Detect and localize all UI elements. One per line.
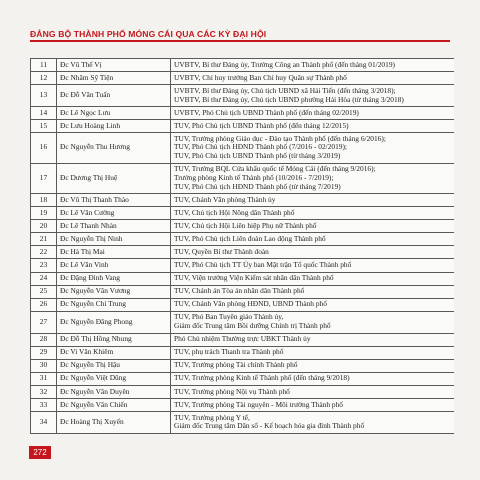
table-row bbox=[31, 359, 455, 372]
member-name-cell: Đc Dương Thị Huệ bbox=[57, 163, 171, 193]
member-name-cell: Đc Lê Văn Vinh bbox=[57, 259, 171, 272]
table-row bbox=[31, 133, 455, 163]
row-number-cell: 13 bbox=[31, 85, 57, 107]
position-line: UVBTV, Phó Chủ tịch UBND Thành phố (đến tháng 02/2019) bbox=[174, 107, 359, 117]
row-number-cell: 34 bbox=[31, 412, 57, 434]
member-name-cell: Đc Đặng Đình Vang bbox=[57, 272, 171, 285]
position-line: Phó Chủ nhiệm Thường trực UBKT Thành ủy bbox=[174, 334, 311, 344]
table-row bbox=[31, 59, 455, 72]
member-position-cell bbox=[171, 372, 455, 385]
member-position-cell bbox=[171, 259, 455, 272]
member-position-cell bbox=[171, 207, 455, 220]
position-line: TUV, Quyền Bí thư Thành đoàn bbox=[174, 247, 269, 257]
row-number-cell: 25 bbox=[31, 285, 57, 298]
row-number-cell: 15 bbox=[31, 120, 57, 133]
member-position-cell bbox=[171, 385, 455, 398]
page-number: 272 bbox=[29, 446, 51, 459]
row-number-cell: 28 bbox=[31, 333, 57, 346]
member-position-cell bbox=[171, 311, 455, 333]
position-line: TUV, Trưởng phòng Y tế, bbox=[174, 412, 250, 422]
table-row bbox=[31, 85, 455, 107]
table-row bbox=[31, 233, 455, 246]
position-line: TUV, Chánh Văn phòng Thành ủy bbox=[174, 194, 276, 204]
member-position-cell bbox=[171, 333, 455, 346]
position-line: TUV, Chánh án Tòa án nhân dân Thành phố bbox=[174, 286, 305, 296]
table-row bbox=[31, 285, 455, 298]
member-position-cell bbox=[171, 133, 455, 163]
row-number-cell: 22 bbox=[31, 246, 57, 259]
member-name-cell: Đc Đỗ Thị Hồng Nhung bbox=[57, 333, 171, 346]
row-number-cell: 17 bbox=[31, 163, 57, 193]
member-position-cell bbox=[171, 272, 455, 285]
table-row bbox=[31, 311, 455, 333]
table-row bbox=[31, 163, 455, 193]
member-position-cell bbox=[171, 346, 455, 359]
row-number-cell: 27 bbox=[31, 311, 57, 333]
member-position-cell bbox=[171, 163, 455, 193]
member-name-cell: Đc Nguyễn Việt Dũng bbox=[57, 372, 171, 385]
member-name-cell: Đc Nguyễn Văn Vương bbox=[57, 285, 171, 298]
member-position-cell bbox=[171, 246, 455, 259]
row-number-cell: 16 bbox=[31, 133, 57, 163]
member-name-cell: Đc Nhâm Sỹ Tiện bbox=[57, 72, 171, 85]
member-name-cell: Đc Nguyễn Thị Ninh bbox=[57, 233, 171, 246]
row-number-cell: 12 bbox=[31, 72, 57, 85]
position-line: UVBTV, Bí thư Đảng ủy, Chủ tịch UBND xã Hải Tiến (đến tháng 3/2018); bbox=[174, 85, 396, 95]
table-row bbox=[31, 346, 455, 359]
position-line: UVBTV, Bí thư Đảng ủy, Trưởng Công an Thành phố (đến tháng 01/2019) bbox=[174, 59, 395, 69]
position-line: TUV, Phó Chủ tịch Liên đoàn Lao động Thành phố bbox=[174, 233, 326, 243]
position-line: Trưởng phòng Kinh tế Thành phố (10/2016 - 7/2019); bbox=[174, 172, 334, 182]
member-name-cell: Đc Đỗ Văn Tuấn bbox=[57, 85, 171, 107]
member-position-cell bbox=[171, 120, 455, 133]
member-name-cell: Đc Lê Ngọc Lưu bbox=[57, 106, 171, 119]
row-number-cell: 18 bbox=[31, 194, 57, 207]
position-line: TUV, Phó Ban Tuyên giáo Thành ủy, bbox=[174, 312, 284, 322]
position-line: TUV, Phó Chủ tịch TT Ủy ban Mặt trận Tổ quốc Thành phố bbox=[174, 260, 352, 270]
members-table-body bbox=[31, 59, 455, 434]
members-table-container bbox=[30, 58, 454, 434]
member-position-cell bbox=[171, 285, 455, 298]
position-line: TUV, Trưởng BQL Cửa khẩu quốc tế Móng Cái (đến tháng 9/2016); bbox=[174, 164, 376, 174]
row-number-cell: 29 bbox=[31, 346, 57, 359]
table-row bbox=[31, 372, 455, 385]
row-number-cell: 24 bbox=[31, 272, 57, 285]
member-name-cell: Đc Nguyễn Đăng Phong bbox=[57, 311, 171, 333]
table-row bbox=[31, 298, 455, 311]
member-name-cell: Đc Vũ Thị Thanh Thảo bbox=[57, 194, 171, 207]
table-row bbox=[31, 106, 455, 119]
position-line: Giám đốc Trung tâm Bồi dưỡng Chính trị Thành phố bbox=[174, 321, 331, 331]
member-name-cell: Đc Nguyễn Văn Chiến bbox=[57, 398, 171, 411]
member-position-cell bbox=[171, 398, 455, 411]
table-row bbox=[31, 272, 455, 285]
row-number-cell: 23 bbox=[31, 259, 57, 272]
position-line: TUV, Chủ tịch Hội Nông dân Thành phố bbox=[174, 207, 295, 217]
position-line: TUV, Phó Chủ tịch HĐND Thành phố (từ tháng 7/2019) bbox=[174, 181, 341, 191]
members-table bbox=[30, 58, 454, 434]
row-number-cell: 31 bbox=[31, 372, 57, 385]
table-row bbox=[31, 120, 455, 133]
member-position-cell bbox=[171, 59, 455, 72]
position-line: TUV, phụ trách Thanh tra Thành phố bbox=[174, 347, 284, 357]
row-number-cell: 30 bbox=[31, 359, 57, 372]
member-name-cell: Đc Vi Văn Khiêm bbox=[57, 346, 171, 359]
position-line: UVBTV, Bí thư Đảng ủy, Chủ tịch UBND phường Hải Hòa (từ tháng 3/2018) bbox=[174, 94, 404, 104]
row-number-cell: 32 bbox=[31, 385, 57, 398]
member-name-cell: Đc Vũ Thế Vị bbox=[57, 59, 171, 72]
table-row bbox=[31, 207, 455, 220]
member-position-cell bbox=[171, 106, 455, 119]
row-number-cell: 20 bbox=[31, 220, 57, 233]
table-row bbox=[31, 194, 455, 207]
table-row bbox=[31, 246, 455, 259]
table-row bbox=[31, 385, 455, 398]
table-row bbox=[31, 259, 455, 272]
page-header-title: ĐẢNG BỘ THÀNH PHỐ MÓNG CÁI QUA CÁC KỲ ĐẠI HỘI bbox=[30, 29, 267, 39]
member-name-cell: Đc Lê Thanh Nhàn bbox=[57, 220, 171, 233]
member-position-cell bbox=[171, 85, 455, 107]
position-line: Giám đốc Trung tâm Dân số - Kế hoạch hóa gia đình Thành phố bbox=[174, 421, 365, 431]
member-position-cell bbox=[171, 233, 455, 246]
member-name-cell: Đc Lưu Hoàng Linh bbox=[57, 120, 171, 133]
position-line: TUV, Viện trưởng Viện Kiểm sát nhân dân Thành phố bbox=[174, 273, 334, 283]
position-line: TUV, Chủ tịch Hội Liên hiệp Phụ nữ Thành phố bbox=[174, 220, 317, 230]
table-row bbox=[31, 398, 455, 411]
position-line: TUV, Phó Chủ tịch HĐND Thành phố (7/2016 - 02/2019); bbox=[174, 142, 347, 152]
row-number-cell: 21 bbox=[31, 233, 57, 246]
member-name-cell: Đc Nguyễn Văn Duyên bbox=[57, 385, 171, 398]
position-line: TUV, Trưởng phòng Tài chính Thành phố bbox=[174, 360, 298, 370]
member-position-cell bbox=[171, 298, 455, 311]
table-row bbox=[31, 72, 455, 85]
row-number-cell: 33 bbox=[31, 398, 57, 411]
row-number-cell: 11 bbox=[31, 59, 57, 72]
member-position-cell bbox=[171, 412, 455, 434]
member-position-cell bbox=[171, 72, 455, 85]
row-number-cell: 19 bbox=[31, 207, 57, 220]
member-position-cell bbox=[171, 220, 455, 233]
member-position-cell bbox=[171, 359, 455, 372]
table-row bbox=[31, 220, 455, 233]
member-name-cell: Đc Nguyễn Thu Hương bbox=[57, 133, 171, 163]
position-line: TUV, Trưởng phòng Nội vụ Thành phố bbox=[174, 386, 290, 396]
table-row bbox=[31, 333, 455, 346]
row-number-cell: 14 bbox=[31, 106, 57, 119]
position-line: TUV, Trưởng phòng Giáo dục - Đào tạo Thành phố (đến tháng 6/2016); bbox=[174, 133, 386, 143]
member-name-cell: Đc Nguyễn Chí Trung bbox=[57, 298, 171, 311]
member-name-cell: Đc Nguyễn Thị Hậu bbox=[57, 359, 171, 372]
row-number-cell: 26 bbox=[31, 298, 57, 311]
position-line: UVBTV, Chỉ huy trưởng Ban Chỉ huy Quân sự Thành phố bbox=[174, 72, 347, 82]
position-line: TUV, Chánh Văn phòng HĐND, UBND Thành phố bbox=[174, 299, 327, 309]
position-line: TUV, Phó Chủ tịch UBND Thành phố (đến tháng 12/2015) bbox=[174, 120, 349, 130]
header-divider bbox=[30, 40, 450, 42]
member-position-cell bbox=[171, 194, 455, 207]
table-row bbox=[31, 412, 455, 434]
member-name-cell: Đc Hoàng Thị Xuyến bbox=[57, 412, 171, 434]
member-name-cell: Đc Lê Văn Cường bbox=[57, 207, 171, 220]
member-name-cell: Đc Hà Thị Mai bbox=[57, 246, 171, 259]
position-line: TUV, Trưởng phòng Tài nguyên - Môi trường Thành phố bbox=[174, 399, 343, 409]
position-line: TUV, Trưởng phòng Kinh tế Thành phố (đến tháng 9/2018) bbox=[174, 373, 350, 383]
position-line: TUV, Phó Chủ tịch UBND Thành phố (từ tháng 3/2019) bbox=[174, 151, 341, 161]
